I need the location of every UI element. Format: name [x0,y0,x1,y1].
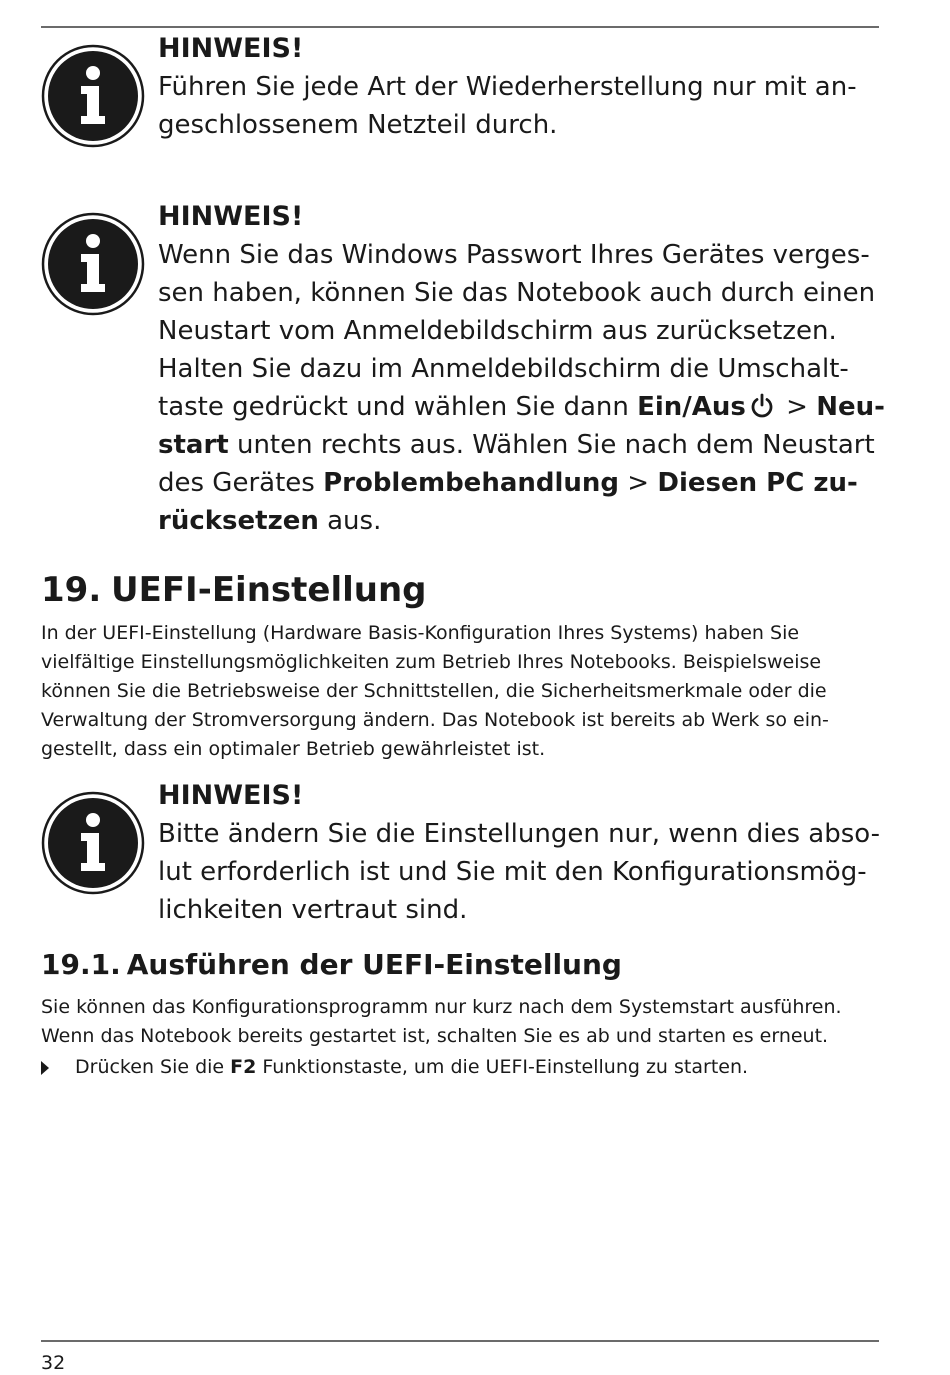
note-title: HINWEIS! [158,201,304,232]
problembehandlung-label: Problembehandlung [323,468,620,498]
f2-key-label: F2 [230,1056,257,1078]
note-text-run: unten rechts aus. Wählen Sie nach dem Neustart [228,430,875,460]
power-icon [748,392,776,420]
info-icon [41,791,145,895]
note-text-run: > [619,468,658,498]
note-3 [41,777,886,937]
subsection-title: Ausführen der UEFI-Einstellung [126,948,622,981]
bottom-rule [41,1340,879,1342]
section-number: 19. [41,570,102,610]
note-line: lichkeiten vertraut sind. [158,895,468,925]
note-title: HINWEIS! [158,780,304,811]
paragraph-line: gestellt, dass ein optimaler Betrieb gewährleistet ist. [41,738,546,760]
note-line [158,388,893,426]
note-title: HINWEIS! [158,33,304,64]
paragraph-line: Sie können das Konfigurationsprogramm nur kurz nach dem Systemstart ausführen. [41,996,842,1018]
subsection-paragraph [41,993,886,1051]
ein-aus-label: Ein/Aus [637,392,746,422]
paragraph-line: In der UEFI-Einstellung (Hardware Basis-Konfiguration Ihres Systems) haben Sie [41,622,800,644]
note-line: lut erforderlich ist und Sie mit den Konfigurationsmög- [158,857,867,887]
note-text-run: des Gerätes [158,468,324,498]
note-line: Neustart vom Anmeldebildschirm aus zurücksetzen. [158,316,837,346]
note-line [158,464,893,502]
note-line [158,502,893,540]
diesen-pc-label: Diesen PC zu- [657,468,858,498]
note-text-run: aus. [318,506,382,536]
bullet-text-run: Drücken Sie die [75,1056,231,1078]
paragraph-line: vielfältige Einstellungsmöglichkeiten zum Betrieb Ihres Notebooks. Beispielsweise [41,651,822,673]
note-line [158,426,893,464]
subsection-number: 19.1. [41,948,121,981]
bullet-arrow-icon [41,1061,49,1075]
zuruecksetzen-label: rücksetzen [158,506,319,536]
note-line: Halten Sie dazu im Anmeldebildschirm die Umschalt- [158,354,849,384]
note-2 [41,198,886,548]
note-line: sen haben, können Sie das Notebook auch durch einen [158,278,876,308]
note-text-run: taste gedrückt und wählen Sie dann [158,392,638,422]
bullet-text [75,1053,885,1082]
note-line: geschlossenem Netzteil durch. [158,110,558,140]
subsection-heading [41,945,622,985]
note-line: Bitte ändern Sie die Einstellungen nur, wenn dies abso- [158,819,881,849]
info-icon [41,212,145,316]
note-text-run: > [777,392,817,422]
bullet-text-run: Funktionstaste, um die UEFI-Einstellung zu starten. [256,1056,749,1078]
info-icon [41,44,145,148]
neustart-label-cont: start [158,430,229,460]
section-heading [41,568,427,612]
paragraph-line: Verwaltung der Stromversorgung ändern. Das Notebook ist bereits ab Werk so ein- [41,709,829,731]
section-paragraph [41,619,886,764]
section-title: UEFI-Einstellung [111,570,427,610]
top-rule [41,26,879,28]
paragraph-line: Wenn das Notebook bereits gestartet ist, schalten Sie es ab und starten es erneut. [41,1025,829,1047]
note-1 [41,30,886,160]
page-number: 32 [41,1352,66,1374]
neustart-label: Neu- [816,392,885,422]
paragraph-line: können Sie die Betriebsweise der Schnittstellen, die Sicherheitsmerkmale oder die [41,680,827,702]
note-line: Wenn Sie das Windows Passwort Ihres Gerätes verges- [158,240,870,270]
note-line: Führen Sie jede Art der Wiederherstellung nur mit an- [158,72,857,102]
